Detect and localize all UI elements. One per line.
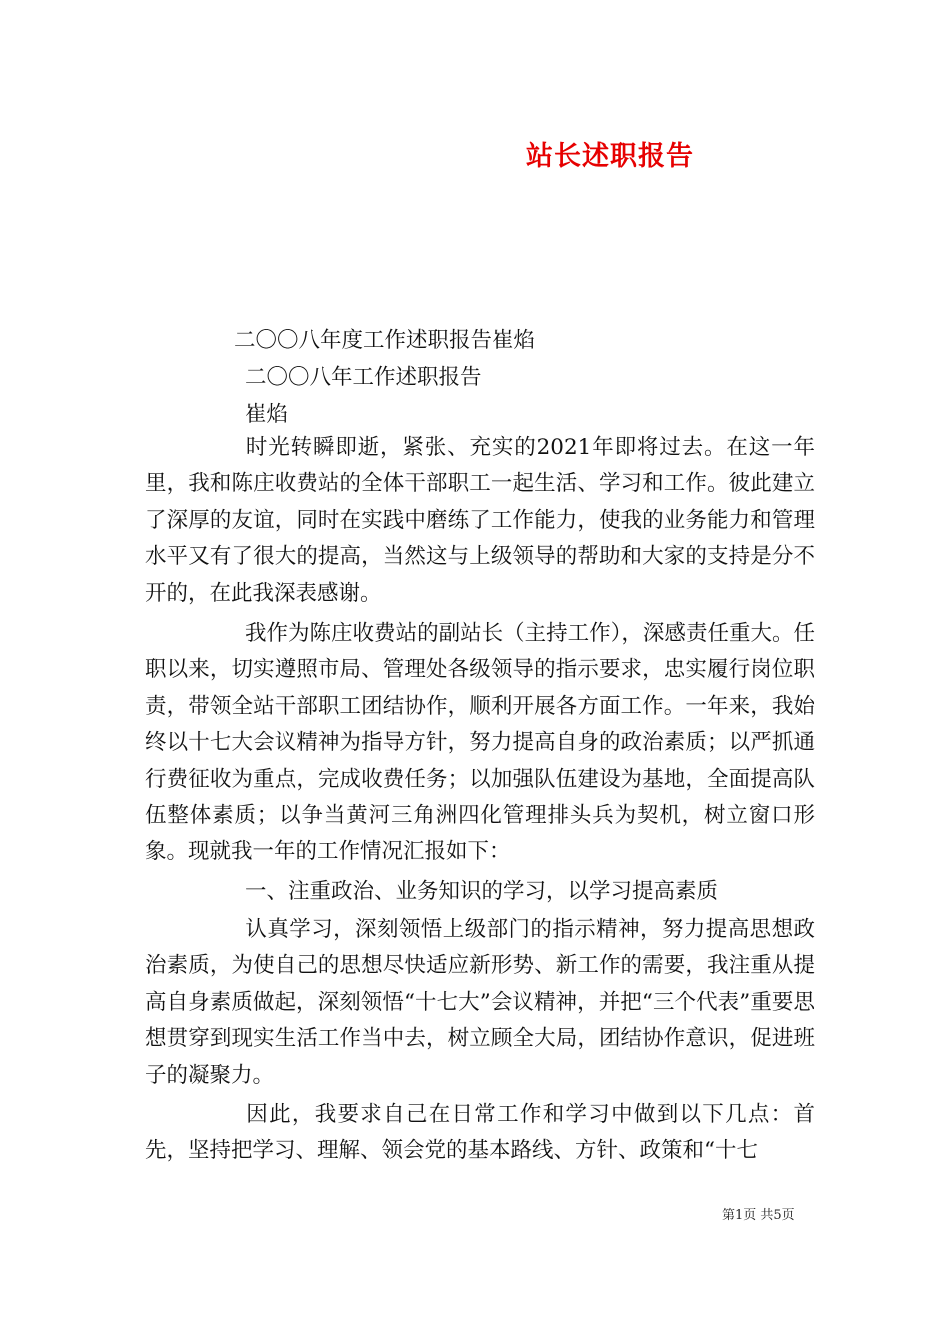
subtitle-line-1: 二〇〇八年度工作述职报告崔焰 (234, 328, 536, 353)
author-name: 崔焰 (245, 402, 289, 427)
paragraph-3 (145, 912, 815, 1094)
page-number-footer: 第1页 共5页 (722, 1208, 795, 1223)
subtitle-line-2: 二〇〇八年工作述职报告 (245, 365, 482, 390)
paragraph-3-text: 认真学习，深刻领悟上级部门的指示精神，努力提高思想政治素质，为使自己的思想尽快适应新形势、新工作的需要，我注重从提高自身素质做起，深刻领悟“十七大”会议精神，并把“三个代表”重要思想贯穿到现实生活工作当中去，树立顾全大局，团结协作意识，促进班子的凝聚力。 (145, 917, 815, 1088)
paragraph-1 (145, 430, 815, 612)
paragraph-2-text: 我作为陈庄收费站的副站长（主持工作），深感责任重大。任职以来，切实遵照市局、管理处各级领导的指示要求，忠实履行岗位职责，带领全站干部职工团结协作，顺利开展各方面工作。一年来，我始终以十七大会议精神为指导方针，努力提高自身的政治素质；以严抓通行费征收为重点，完成收费任务；以加强队伍建设为基地，全面提高队伍整体素质；以争当黄河三角洲四化管理排头兵为契机，树立窗口形象。现就我一年的工作情况汇报如下： (145, 621, 815, 865)
document-title: 站长述职报告 (526, 141, 694, 172)
paragraph-4-text: 因此，我要求自己在日常工作和学习中做到以下几点：首先，坚持把学习、理解、领会党的基本路线、方针、政策和“十七 (145, 1102, 815, 1164)
paragraph-4 (145, 1097, 815, 1170)
paragraph-2 (145, 616, 815, 871)
section-heading-1 (145, 874, 815, 910)
section-heading-1-text: 一、注重政治、业务知识的学习，以学习提高素质 (245, 879, 719, 904)
paragraph-1-text: 时光转瞬即逝，紧张、充实的2021年即将过去。在这一年里，我和陈庄收费站的全体干部职工一起生活、学习和工作。彼此建立了深厚的友谊，同时在实践中磨练了工作能力，使我的业务能力和管理水平又有了很大的提高，当然这与上级领导的帮助和大家的支持是分不开的，在此我深表感谢。 (145, 435, 815, 606)
